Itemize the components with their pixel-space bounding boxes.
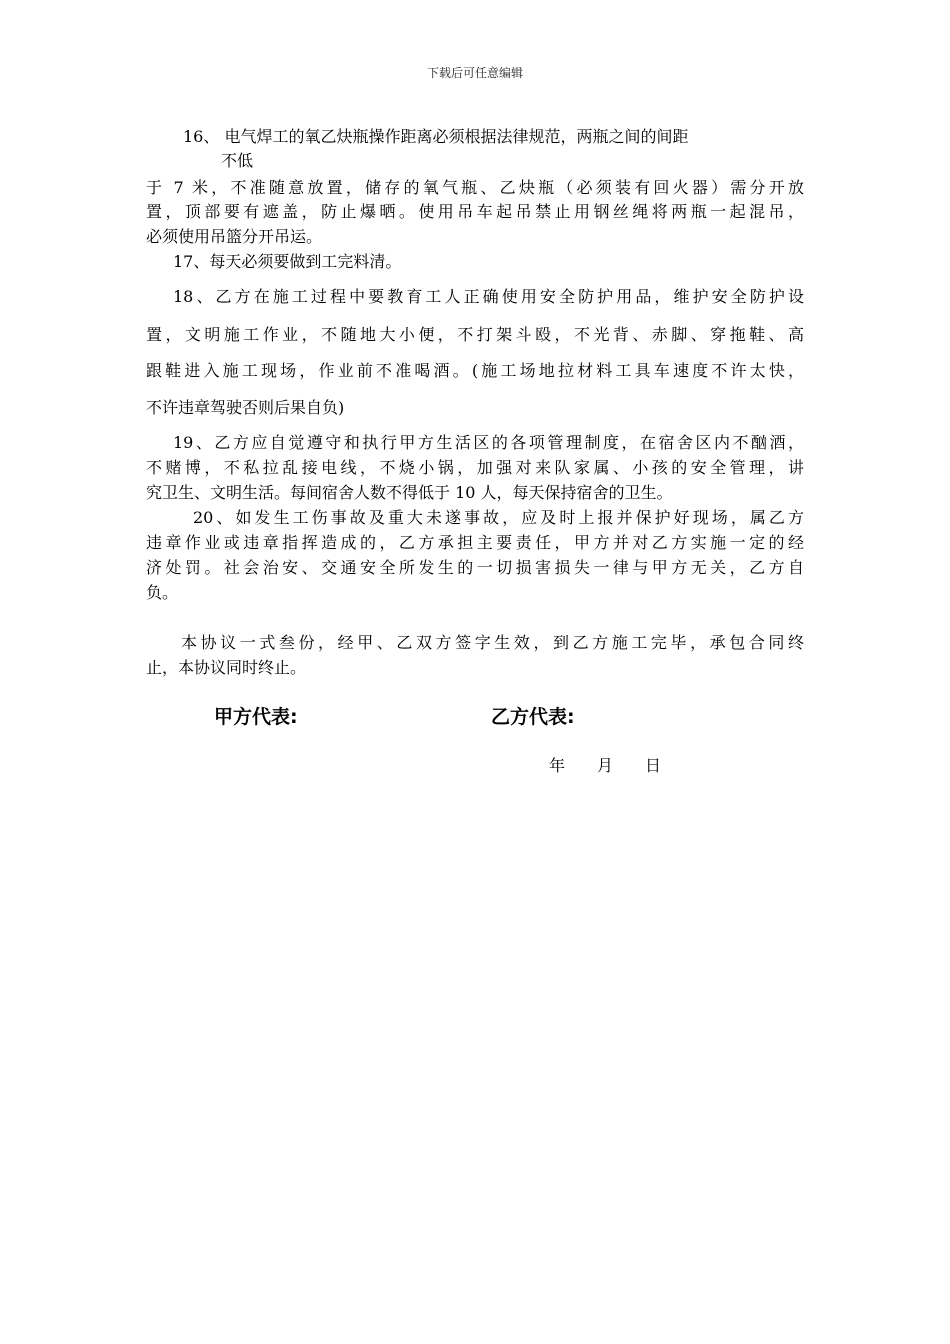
clause-18-line-4: 不许违章驾驶否则后果自负) — [146, 398, 345, 417]
date-month: 月 — [597, 756, 614, 775]
clause-16-line-4: 置，顶部要有遮盖，防止爆晒。使用吊车起吊禁止用钢丝绳将两瓶一起混吊， — [146, 202, 804, 221]
clause-18-line-1: 18、乙方在施工过程中要教育工人正确使用安全防护用品，维护安全防护设 — [173, 287, 804, 306]
closing-line-1: 本协议一式叁份，经甲、乙双方签字生效，到乙方施工完毕，承包合同终 — [181, 633, 804, 652]
clause-17-line-1: 17、每天必须要做到工完料清。 — [173, 252, 402, 271]
clause-19-line-2: 不赌博，不私拉乱接电线，不烧小锅，加强对来队家属、小孩的安全管理，讲 — [146, 458, 804, 477]
closing-line-2: 止，本协议同时终止。 — [146, 658, 307, 677]
clause-20-line-1: 20、如发生工伤事故及重大未遂事故，应及时上报并保护好现场，属乙方 — [193, 508, 804, 527]
clause-20-line-4: 负。 — [146, 583, 179, 602]
clause-16-line-5: 必须使用吊篮分开吊运。 — [146, 227, 323, 246]
clause-16-line-3: 于 7 米，不准随意放置，储存的氧气瓶、乙炔瓶（必须装有回火器）需分开放 — [146, 178, 804, 197]
clause-20-line-3: 济处罚。社会治安、交通安全所发生的一切损害损失一律与甲方无关，乙方自 — [146, 558, 804, 577]
clause-16-line-1: 16、 电气焊工的氧乙炔瓶操作距离必须根据法律规范，两瓶之间的间距 — [183, 127, 689, 146]
clause-20-line-2: 违章作业或违章指挥造成的，乙方承担主要责任，甲方并对乙方实施一定的经 — [146, 533, 804, 552]
clause-18-line-2: 置，文明施工作业，不随地大小便，不打架斗殴，不光背、赤脚、穿拖鞋、高 — [146, 325, 804, 344]
date-year: 年 — [549, 756, 566, 775]
date-day: 日 — [645, 756, 662, 775]
clause-18-line-3: 跟鞋进入施工现场，作业前不准喝酒。(施工场地拉材料工具车速度不许太快， — [146, 361, 804, 380]
party-a-signature-label: 甲方代表: — [214, 706, 298, 728]
clause-19-line-3: 究卫生、文明生活。每间宿舍人数不得低于 10 人，每天保持宿舍的卫生。 — [146, 483, 673, 502]
page-header-note: 下载后可任意编辑 — [426, 66, 523, 80]
clause-16-line-2: 不低 — [221, 151, 254, 170]
party-b-signature-label: 乙方代表: — [491, 706, 575, 728]
clause-19-line-1: 19、乙方应自觉遵守和执行甲方生活区的各项管理制度，在宿舍区内不酗酒， — [173, 433, 804, 452]
